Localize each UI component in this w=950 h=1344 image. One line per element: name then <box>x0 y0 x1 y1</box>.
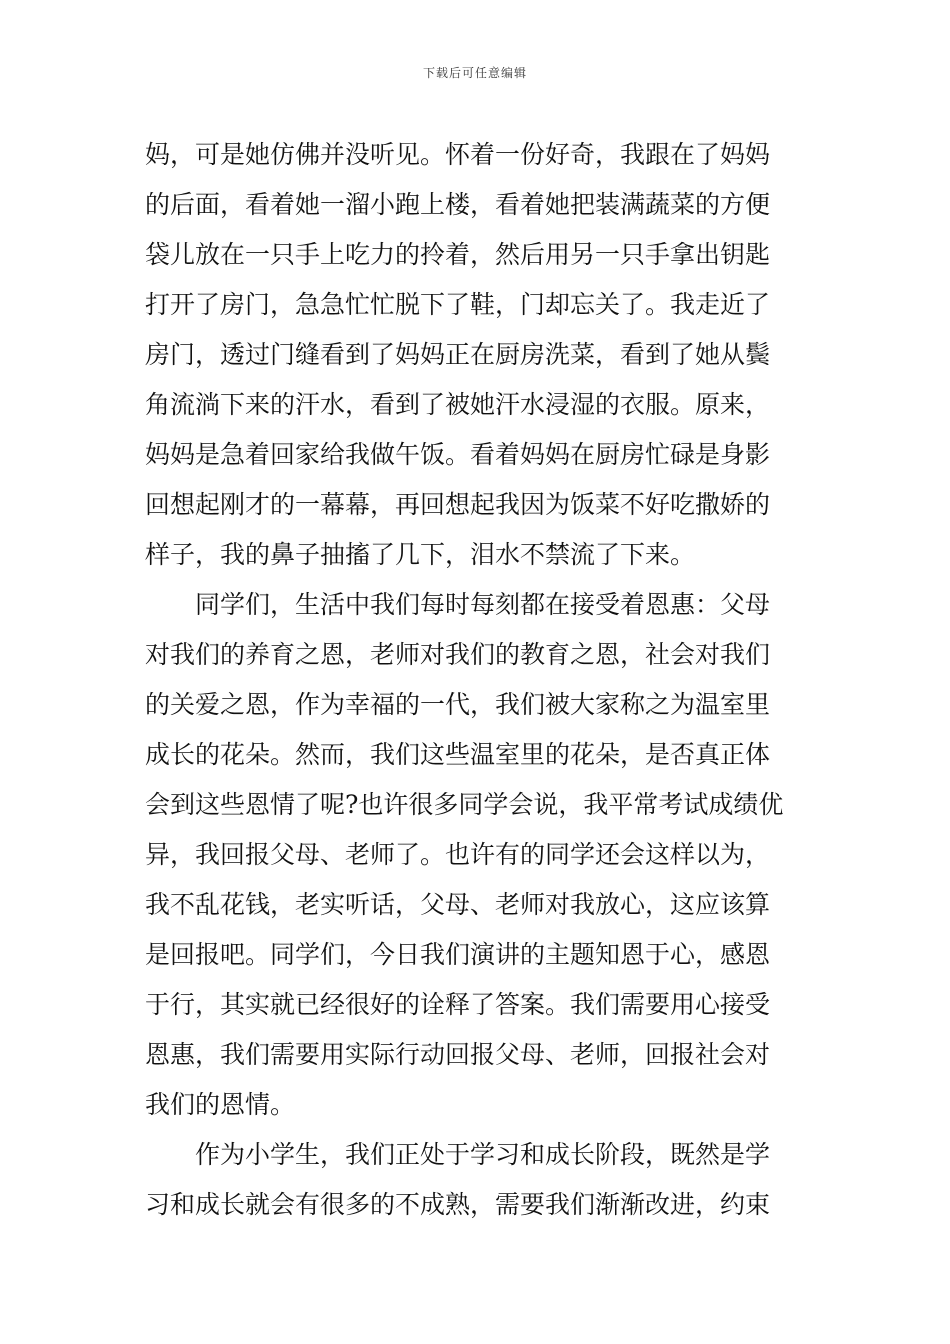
text-line: 的关爱之恩，作为幸福的一代，我们被大家称之为温室里 <box>145 690 771 719</box>
document-body <box>145 130 805 1230</box>
text-line: 对我们的养育之恩，老师对我们的教育之恩，社会对我们 <box>145 640 771 669</box>
text-line: 打开了房门，急急忙忙脱下了鞋，门却忘关了。我走近了 <box>145 290 771 319</box>
text-line: 会到这些恩情了呢?也许很多同学会说，我平常考试成绩优 <box>145 790 784 819</box>
text-line: 习和成长就会有很多的不成熟，需要我们渐渐改进，约束 <box>145 1190 771 1219</box>
text-line: 房门，透过门缝看到了妈妈正在厨房洗菜，看到了她从鬓 <box>145 340 771 369</box>
text-line: 的后面，看着她一溜小跑上楼，看着她把装满蔬菜的方便 <box>145 190 771 219</box>
text-line: 回想起刚才的一幕幕，再回想起我因为饭菜不好吃撒娇的 <box>145 490 771 519</box>
text-line: 是回报吧。同学们，今日我们演讲的主题知恩于心，感恩 <box>145 940 771 969</box>
text-line: 角流淌下来的汗水，看到了被她汗水浸湿的衣服。原来， <box>145 390 771 419</box>
text-line: 作为小学生，我们正处于学习和成长阶段，既然是学 <box>145 1140 771 1169</box>
text-line: 我不乱花钱，老实听话，父母、老师对我放心，这应该算 <box>145 890 771 919</box>
text-line: 于行，其实就已经很好的诠释了答案。我们需要用心接受 <box>145 990 771 1019</box>
text-line: 样子，我的鼻子抽搐了几下，泪水不禁流了下来。 <box>145 540 696 569</box>
text-line: 成长的花朵。然而，我们这些温室里的花朵，是否真正体 <box>145 740 771 769</box>
text-line: 袋儿放在一只手上吃力的拎着，然后用另一只手拿出钥匙 <box>145 240 771 269</box>
page-header: 下载后可任意编辑 <box>422 66 527 80</box>
text-line: 异，我回报父母、老师了。也许有的同学还会这样以为， <box>145 840 771 869</box>
text-line: 妈，可是她仿佛并没听见。怀着一份好奇，我跟在了妈妈 <box>145 140 771 169</box>
text-line: 同学们，生活中我们每时每刻都在接受着恩惠：父母 <box>145 590 771 619</box>
text-line: 妈妈是急着回家给我做午饭。看着妈妈在厨房忙碌是身影 <box>145 440 771 469</box>
text-line: 恩惠，我们需要用实际行动回报父母、老师，回报社会对 <box>145 1040 771 1069</box>
text-line: 我们的恩情。 <box>145 1090 296 1119</box>
